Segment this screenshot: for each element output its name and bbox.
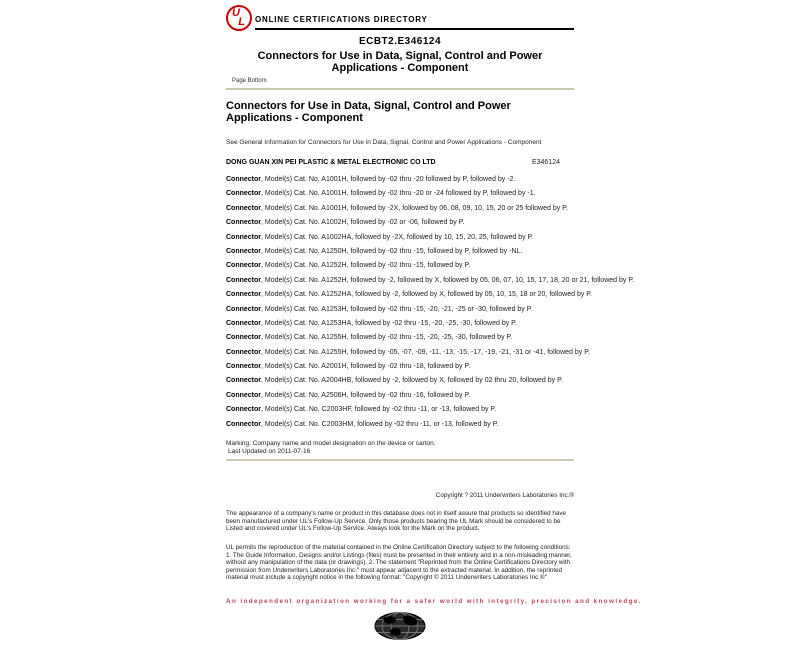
page xyxy=(226,0,642,646)
model-entry xyxy=(226,334,574,341)
model-entry xyxy=(226,363,574,370)
model-entry-text: , Model(s) Cat. No. C2003HM, followed by -02 thru -11, or -13, followed by P. xyxy=(261,420,499,428)
ul-slogan: An independent organization working for a safer world with integrity, precision and knowledge. xyxy=(226,597,642,605)
model-entry-type: Connector xyxy=(226,276,261,284)
model-entry-type: Connector xyxy=(226,420,261,428)
model-entry-text: , Model(s) Cat. No. A2506H, followed by -02 thru -16, followed by P. xyxy=(261,391,471,399)
divider-rule-top xyxy=(226,88,574,90)
model-entry-text: , Model(s) Cat. No. A1253H, followed by -02 thru -15, -20, -21, -25 or -30, followed by P. xyxy=(261,305,533,313)
page-title: Connectors for Use in Data, Signal, Control and Power Applications - Component xyxy=(257,50,543,74)
model-entry xyxy=(226,348,590,356)
model-entry xyxy=(226,406,574,413)
directory-title-rule xyxy=(255,9,574,30)
section-heading: Connectors for Use in Data, Signal, Control and Power Applications - Component xyxy=(226,100,511,124)
ul-logo-letter-u: U xyxy=(232,7,240,19)
directory-title: ONLINE CERTIFICATIONS DIRECTORY xyxy=(255,15,428,24)
model-entry-text: , Model(s) Cat. No. A2004HB, followed by -2, followed by X, followed by 02 thru 20, followed by P. xyxy=(261,377,563,385)
last-updated-text: Last Updated on 2011-07-16 xyxy=(228,448,311,456)
model-entry xyxy=(226,219,574,226)
globe-wrap xyxy=(226,611,574,646)
model-entry-type: Connector xyxy=(226,406,261,414)
model-entry-text: , Model(s) Cat. No. A1250H, followed by -02 thru -15, followed by P, followed by -NL. xyxy=(261,247,523,255)
model-entry xyxy=(226,392,574,399)
model-entry-type: Connector xyxy=(226,233,261,241)
model-entry-text: , Model(s) Cat. No. A1001H, followed by -02 thru -20 followed by P, followed by -2. xyxy=(261,176,516,183)
model-entry-text: , Model(s) Cat. No. A1252H, followed by -02 thru -15, followed by P. xyxy=(261,262,471,270)
model-entry-text: , Model(s) Cat. No. A1002H, followed by -02 or -06, followed by P. xyxy=(261,219,465,227)
globe-icon xyxy=(374,611,426,641)
reproduction-paragraph: UL permits the reproduction of the material contained in the Online Certification Directory subject to the following conditions: 1. The Guide Information, Designs and/or Listings (files) must be presented in their entirety and in a non-misleading manner, without any manipulation of the data (or drawings). 2. The statement "Reprinted from the Online Certifications Directory with permission from Underwriters Laboratories Inc." must appear adjacent to the extracted material. In addition, the reprinted material must include a copyright notice in the following format: "Copyright © 2011 Underwriters Laboratories Inc.®" xyxy=(226,543,572,582)
model-entry-type: Connector xyxy=(226,190,261,198)
model-entry-type: Connector xyxy=(226,262,261,270)
model-entry xyxy=(226,291,592,299)
model-list xyxy=(226,176,635,428)
copyright-text: Copyright ? 2011 Underwriters Laboratories Inc.® xyxy=(435,492,574,500)
header xyxy=(226,5,574,31)
disclaimer-paragraph: The appearance of a company's name or product in this database does not in itself assure that products so identified have been manufactured under UL's Follow-Up Service. Only those products bearing the UL Mark should be considered to be Listed and covered under UL's Follow-Up Service. Always look for the Mark on the product. xyxy=(226,510,567,533)
model-entry xyxy=(226,320,574,327)
model-entry-type: Connector xyxy=(226,319,261,327)
model-entry xyxy=(226,306,574,313)
model-entry xyxy=(226,190,574,197)
model-entry-text: , Model(s) Cat. No. A1252HA, followed by -2, followed by X, followed by 05, 10, 15, 18 or 20, followed by P. xyxy=(261,291,592,299)
model-entry xyxy=(226,421,574,428)
model-entry-text: , Model(s) Cat. No. A1253HA, followed by -02 thru -15, -20, -25, -30, followed by P. xyxy=(261,319,517,327)
model-entry-text: , Model(s) Cat. No. A1002HA, followed by -2X, followed by 10, 15, 20, 25, followed by P. xyxy=(261,233,534,241)
model-entry-type: Connector xyxy=(226,334,261,342)
model-entry xyxy=(226,248,574,255)
model-entry-text: , Model(s) Cat. No. C2003HF, followed by -02 thru -11, or -13, followed by P. xyxy=(261,406,497,414)
model-entry-type: Connector xyxy=(226,204,261,212)
ul-logo-letter-l: L xyxy=(238,16,245,28)
company-row xyxy=(226,159,574,166)
model-entry-text: , Model(s) Cat. No. A1255H, followed by -02 thru -15, -20, -25, -30, followed by P. xyxy=(261,334,513,342)
model-entry-type: Connector xyxy=(226,391,261,399)
page-bottom-link[interactable]: Page Bottom xyxy=(232,78,267,84)
model-entry xyxy=(226,205,574,212)
model-entry xyxy=(226,276,635,284)
model-entry-text: , Model(s) Cat. No. A1001H, followed by -2X, followed by 06, 08, 09, 10, 15, 20 or 25 followed by P. xyxy=(261,204,568,212)
marking-text: Marking: Company name and model designation on the device or carton. xyxy=(226,439,436,447)
ul-logo-icon xyxy=(226,5,252,31)
model-entry-text: , Model(s) Cat. No. A1255H, followed by -05, -07, -09, -11, -13, -15, -17, -19, -21, -31 or -41, followed by P. xyxy=(261,348,590,356)
model-entry-type: Connector xyxy=(226,176,261,183)
model-entry-type: Connector xyxy=(226,291,261,299)
model-entry xyxy=(226,176,574,183)
model-entry xyxy=(226,262,574,269)
model-entry-type: Connector xyxy=(226,247,261,255)
model-entry-type: Connector xyxy=(226,348,261,356)
model-entry-type: Connector xyxy=(226,377,261,385)
certification-code: ECBT2.E346124 xyxy=(358,36,442,47)
model-entry xyxy=(226,234,574,241)
file-number: E346124 xyxy=(531,159,560,166)
model-entry-type: Connector xyxy=(226,305,261,313)
model-entry-type: Connector xyxy=(226,363,261,371)
model-entry-text: , Model(s) Cat. No. A1252H, followed by -2, followed by X, followed by 05, 06, 07, 10, 15, 17, 18, 20 or 21, followed by P. xyxy=(261,276,635,284)
divider-rule-bottom xyxy=(226,459,574,461)
general-information-link[interactable]: See General Information for Connectors for Use in Data, Signal, Control and Power Applications - Component xyxy=(226,139,542,146)
company-name: DONG GUAN XIN PEI PLASTIC & METAL ELECTRONIC CO LTD xyxy=(226,159,436,166)
model-entry-type: Connector xyxy=(226,219,261,227)
model-entry xyxy=(226,377,574,384)
model-entry-text: , Model(s) Cat. No. A2001H, followed by -02 thru -18, followed by P. xyxy=(261,363,471,371)
model-entry-text: , Model(s) Cat. No. A1001H, followed by -02 thru -20 or -24 followed by P, followed by -1. xyxy=(261,190,536,198)
